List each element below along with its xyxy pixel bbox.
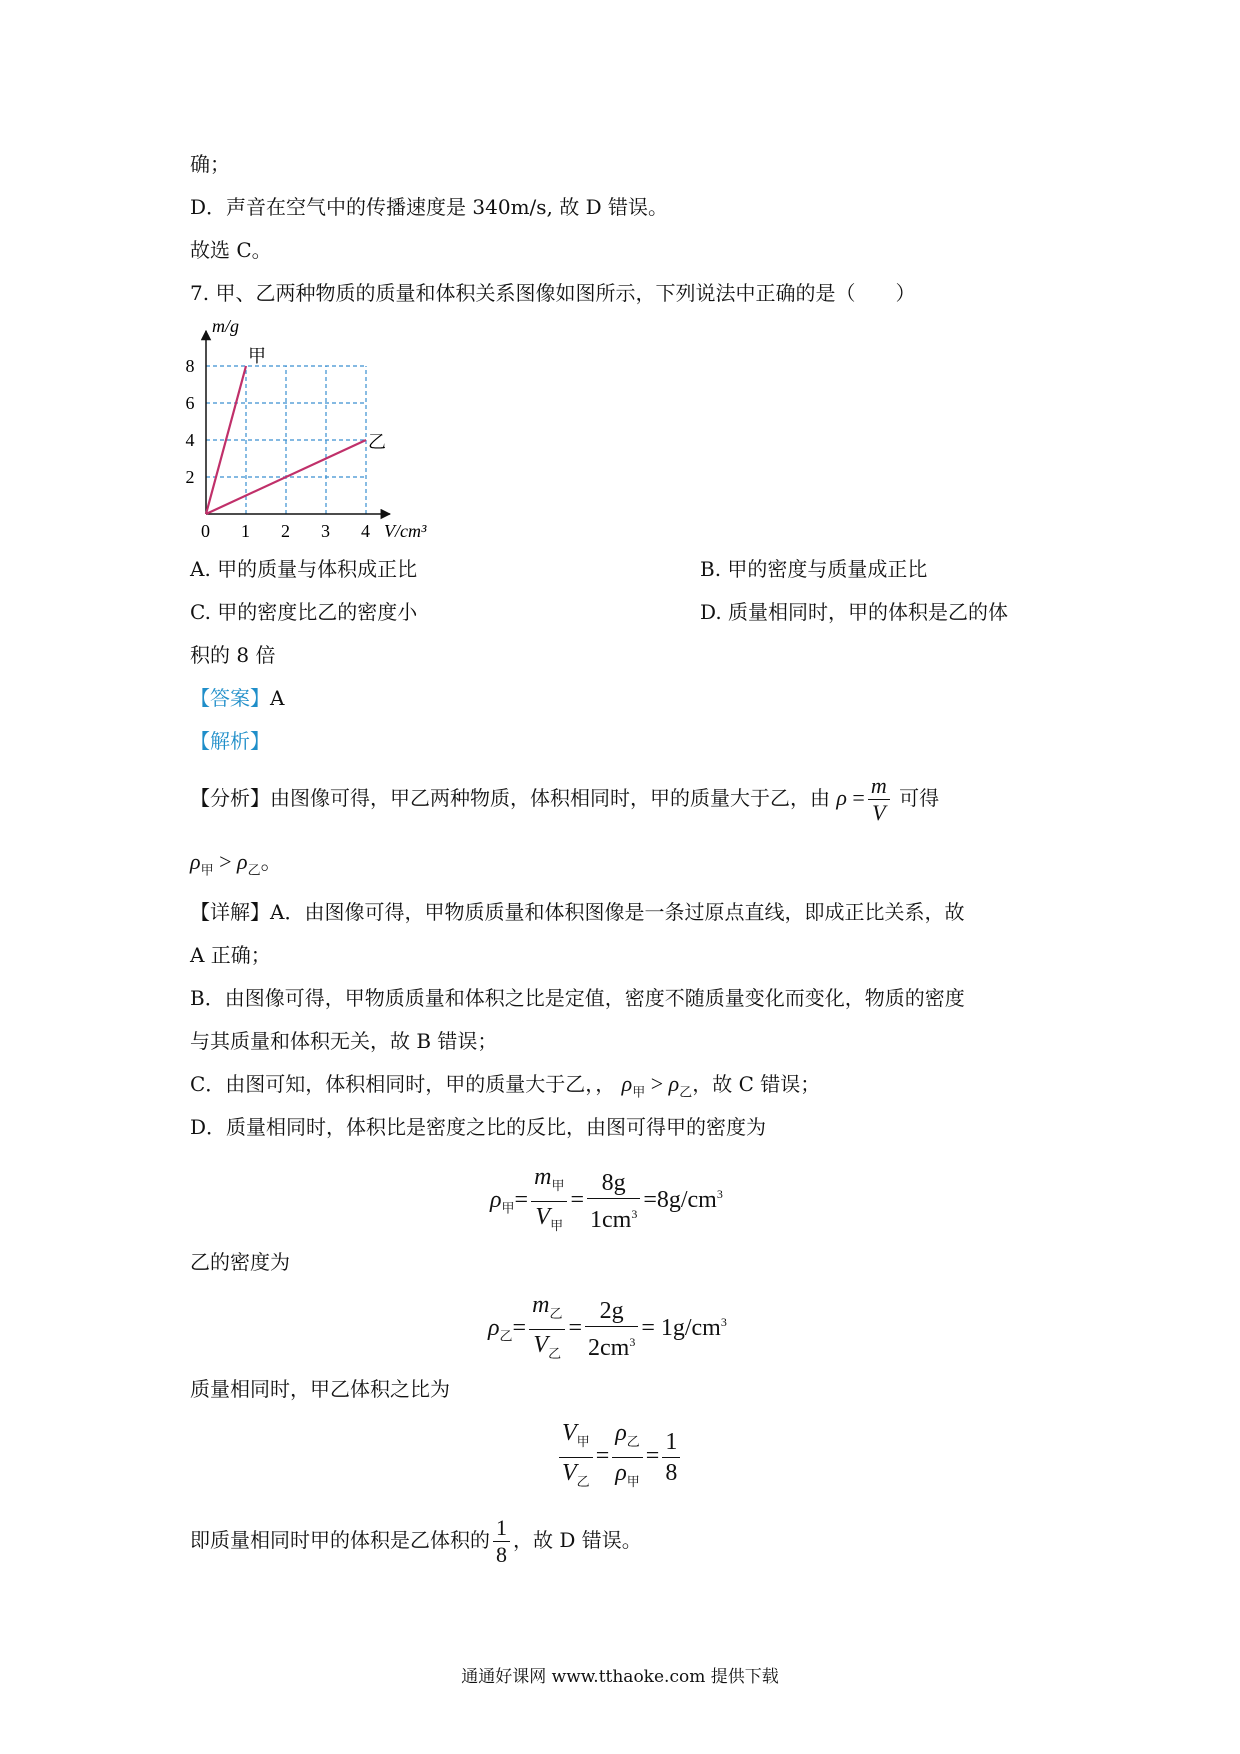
denominator: 1cm	[590, 1206, 632, 1233]
mass-symbol: m	[532, 1292, 550, 1318]
rho-jia: ρ	[190, 849, 201, 874]
numerator: 2g	[585, 1296, 638, 1327]
sub-yi: 乙	[626, 1433, 640, 1449]
page-footer: 通通好课网 www.tthaoke.com 提供下载	[461, 1667, 779, 1687]
fraction	[531, 1162, 567, 1241]
rho-jia: ρ	[490, 1186, 502, 1213]
denominator: 8	[496, 1542, 507, 1567]
period: 。	[260, 849, 283, 874]
sub-jia: 甲	[501, 1200, 515, 1216]
sub-yi: 乙	[548, 1345, 562, 1361]
superscript: 3	[720, 1314, 727, 1329]
y-tick-label: 4	[185, 430, 195, 450]
chart-grid	[206, 366, 366, 514]
y-tick-label: 2	[185, 467, 195, 487]
y-axis-label: m/g	[212, 318, 239, 336]
volume-symbol: V	[562, 1459, 577, 1486]
fenxi-tag: 【分析】	[190, 786, 270, 810]
sub-jia: 甲	[200, 862, 214, 878]
denominator: 2cm	[588, 1334, 630, 1361]
fraction	[587, 1168, 640, 1235]
fraction	[662, 1427, 680, 1488]
density-relation	[190, 848, 283, 884]
rho-symbol: ρ	[836, 785, 847, 810]
rho-yi: ρ	[488, 1314, 500, 1341]
sub-yi: 乙	[549, 1305, 563, 1321]
conclusion-text: 即质量相同时甲的体积是乙体积的	[190, 1528, 490, 1552]
sub-jia: 甲	[626, 1473, 640, 1489]
volume-symbol: V	[872, 800, 886, 825]
rho-jia: ρ	[621, 1071, 633, 1096]
option-a: A. 甲的质量与体积成正比	[190, 557, 418, 581]
detail-a-line1	[190, 898, 964, 926]
x-tick-label: 3	[321, 521, 330, 540]
mass-symbol: m	[870, 773, 887, 798]
superscript: 3	[631, 1206, 638, 1221]
answer-tag: 【答案】	[190, 686, 270, 710]
volume-symbol: V	[533, 1331, 549, 1358]
series-line-jia	[206, 366, 246, 514]
rho-yi: ρ	[615, 1420, 627, 1446]
volume-symbol: V	[535, 1203, 551, 1230]
equals-sign: =	[570, 1186, 584, 1213]
result: = 1g/cm	[641, 1314, 721, 1341]
yi-density-label: 乙的密度为	[190, 1250, 290, 1274]
x-tick-label: 1	[241, 521, 250, 540]
xiangjie-tag: 【详解】	[190, 900, 270, 924]
fraction	[612, 1418, 643, 1497]
chart-axes	[206, 331, 390, 514]
greater-than: >	[650, 1071, 664, 1096]
rho-jia: ρ	[615, 1459, 627, 1486]
numerator: 1	[662, 1427, 680, 1458]
conclusion-end: ，故 D 错误。	[513, 1528, 642, 1552]
fraction	[585, 1296, 638, 1363]
fraction	[529, 1290, 565, 1369]
text-line: D．声音在空气中的传播速度是 340m/s, 故 D 错误。	[190, 195, 668, 219]
y-tick-label: 8	[185, 356, 195, 376]
density-fraction	[868, 773, 890, 826]
numerator: 1	[493, 1515, 510, 1542]
x-tick-label: 4	[361, 521, 370, 540]
conclusion-line	[190, 1510, 642, 1570]
x-axis-label: V/cm³	[384, 521, 427, 540]
superscript: 3	[716, 1186, 723, 1201]
sub-yi: 乙	[499, 1328, 513, 1344]
fraction	[559, 1418, 593, 1497]
mass-symbol: m	[534, 1164, 552, 1190]
x-tick-label: 2	[281, 521, 290, 540]
volume-symbol: V	[562, 1420, 577, 1446]
equation-volume-ratio	[556, 1418, 683, 1497]
detail-b-line2: 与其质量和体积无关，故 B 错误；	[190, 1029, 498, 1053]
text-line: 故选 C。	[190, 238, 272, 262]
numerator: 8g	[587, 1168, 640, 1199]
series-label: 甲	[248, 346, 266, 366]
detail-c-end: ，故 C 错误；	[692, 1072, 821, 1096]
series-label: 乙	[368, 432, 386, 452]
equals-sign: =	[568, 1314, 582, 1341]
fenxi-after: 可得	[899, 786, 940, 810]
sub-jia: 甲	[632, 1084, 646, 1100]
denominator: 8	[665, 1459, 678, 1486]
question-7: 7. 甲、乙两种物质的质量和体积关系图像如图所示，下列说法中正确的是（ ）	[190, 281, 916, 305]
equals-sign: =	[852, 785, 865, 810]
y-tick-label: 6	[185, 393, 195, 413]
option-d-continued: 积的 8 倍	[190, 643, 276, 667]
sub-yi: 乙	[247, 862, 261, 878]
detail-b-line1: B．由图像可得，甲物质质量和体积之比是定值，密度不随质量变化而变化，物质的密度	[190, 986, 965, 1010]
superscript: 3	[629, 1334, 636, 1349]
greater-than: >	[219, 849, 232, 874]
sub-yi: 乙	[576, 1473, 590, 1489]
equals-sign: =	[514, 1186, 529, 1213]
analysis-paragraph	[190, 768, 939, 828]
rho-yi: ρ	[237, 849, 248, 874]
text-line: 确；	[190, 152, 230, 176]
answer-value: A	[270, 686, 285, 710]
detail-d-line: D．质量相同时，体积比是密度之比的反比，由图可得甲的密度为	[190, 1115, 767, 1139]
option-b: B. 甲的密度与质量成正比	[700, 557, 928, 581]
mass-volume-chart	[180, 318, 450, 540]
analysis-tag: 【解析】	[190, 729, 270, 753]
detail-a-text: A．由图像可得，甲物质质量和体积图像是一条过原点直线，即成正比关系，故	[270, 900, 965, 924]
equals-sign: =	[512, 1314, 527, 1341]
sub-jia: 甲	[550, 1217, 564, 1233]
option-d: D. 质量相同时，甲的体积是乙的体	[700, 600, 1009, 624]
detail-a-line2: A 正确；	[190, 943, 271, 967]
sub-yi: 乙	[679, 1084, 693, 1100]
option-c: C. 甲的密度比乙的密度小	[190, 600, 418, 624]
rho-yi: ρ	[668, 1071, 680, 1096]
fraction	[493, 1515, 510, 1568]
detail-c-text: C．由图可知，体积相同时，甲的质量大于乙，，	[190, 1072, 616, 1096]
equals-sign: =	[595, 1442, 610, 1469]
sub-jia: 甲	[551, 1177, 565, 1193]
fenxi-text: 由图像可得，甲乙两种物质，体积相同时，甲的质量大于乙，由	[270, 786, 830, 810]
equation-rho-jia	[490, 1162, 723, 1241]
equation-rho-yi	[488, 1290, 727, 1369]
result: =8g/cm	[643, 1186, 717, 1213]
sub-jia: 甲	[576, 1433, 590, 1449]
answer-line	[190, 684, 284, 712]
detail-c-line	[190, 1070, 820, 1106]
equals-sign: =	[645, 1442, 660, 1469]
ratio-label: 质量相同时，甲乙体积之比为	[190, 1377, 450, 1401]
x-tick-label: 0	[201, 521, 210, 540]
